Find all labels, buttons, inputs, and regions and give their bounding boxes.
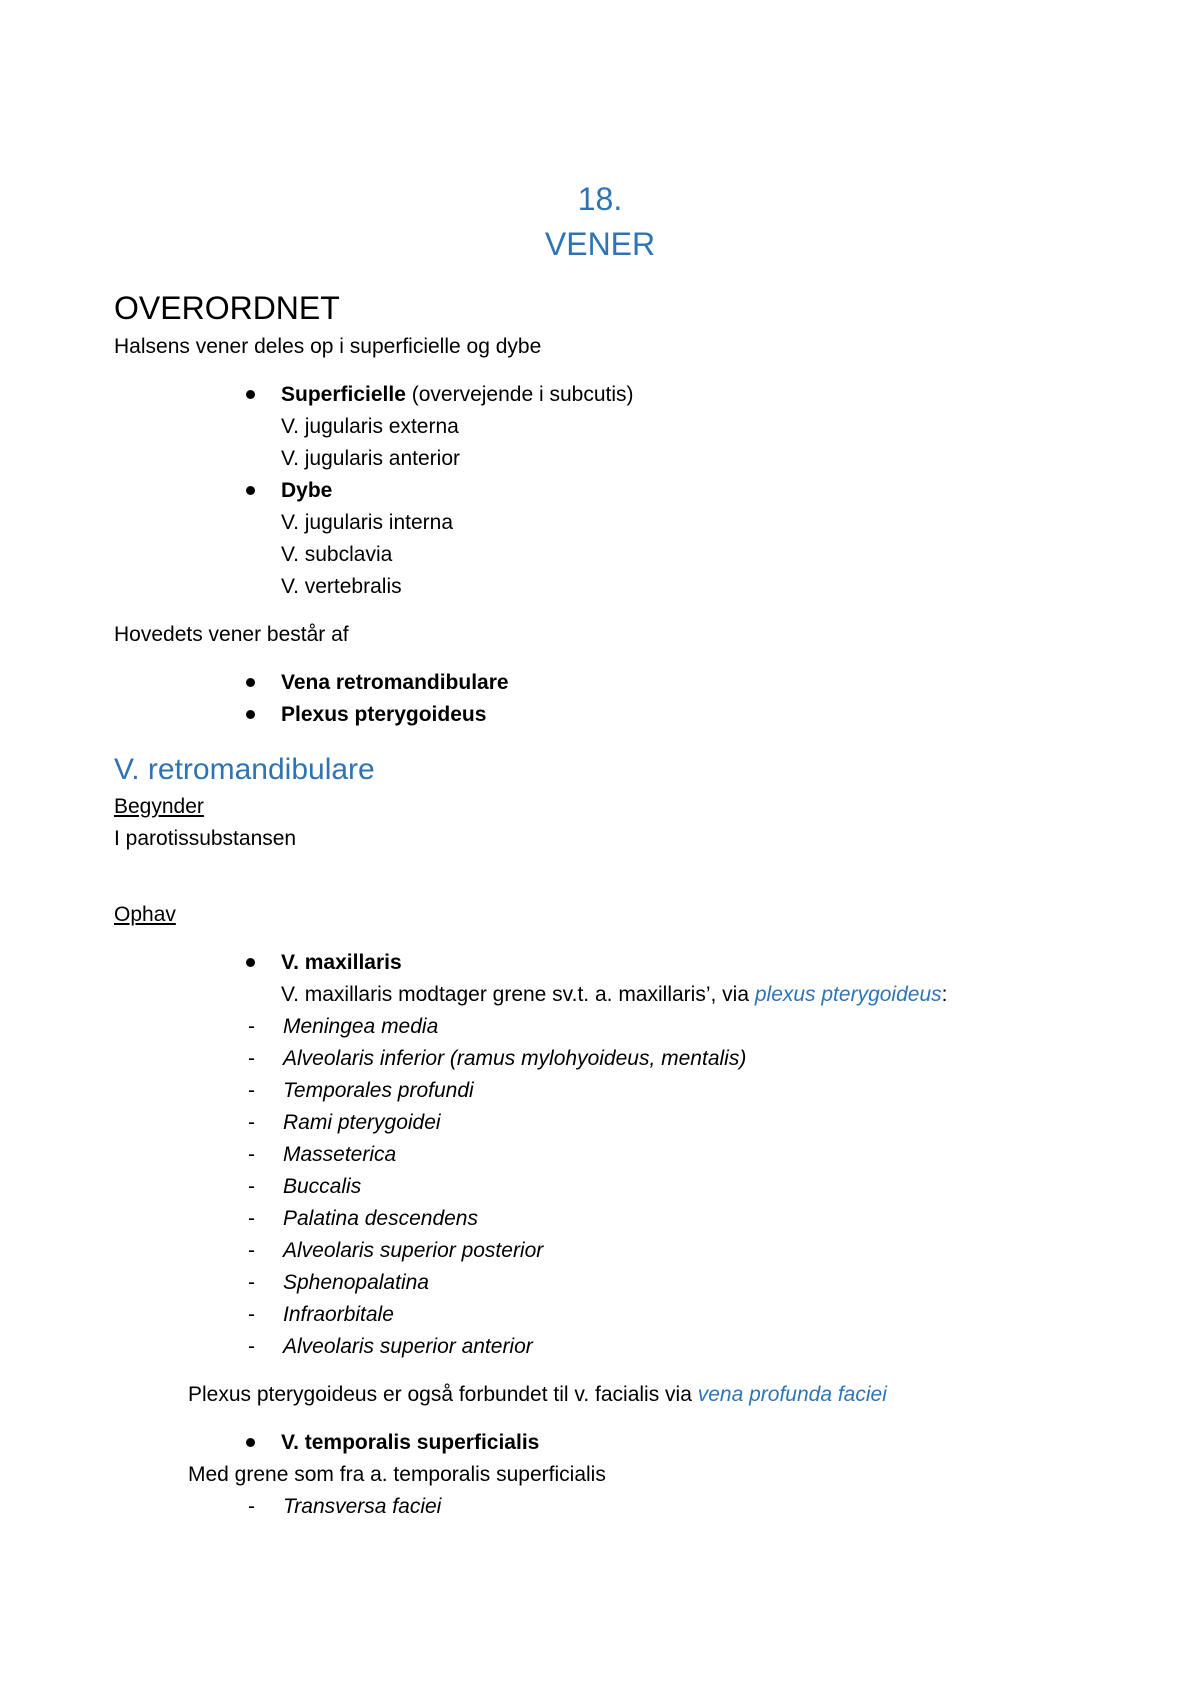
dash-marker: - [248, 1175, 255, 1198]
chapter-number: 18. [577, 181, 623, 217]
list-item: Vena retromandibulare [281, 671, 509, 694]
superficial-line [281, 384, 634, 405]
plexus-note-prefix: Plexus pterygoideus er også forbundet til v. facialis via [188, 1383, 692, 1406]
list-item: Infraorbitale [283, 1303, 394, 1326]
list-item: V. jugularis interna [281, 511, 453, 534]
list-item: Buccalis [283, 1175, 362, 1198]
list-item: V. vertebralis [281, 575, 402, 598]
plexus-note-link: vena profunda faciei [697, 1383, 887, 1406]
list-item: Temporales profundi [283, 1079, 474, 1102]
head-veins-intro: Hovedets vener består af [114, 623, 349, 646]
list-item: Rami pterygoidei [283, 1111, 441, 1134]
list-item: Alveolaris superior posterior [283, 1239, 544, 1262]
dash-marker: - [248, 1079, 255, 1102]
bullet-icon [246, 710, 255, 719]
dash-marker: - [248, 1207, 255, 1230]
list-item: V. jugularis anterior [281, 447, 460, 470]
bullet-icon [246, 1438, 255, 1447]
begins-label: Begynder [114, 795, 204, 818]
list-item: Masseterica [283, 1143, 397, 1166]
bullet-icon [246, 390, 255, 399]
dash-marker: - [248, 1111, 255, 1134]
bullet-icon [246, 958, 255, 967]
chapter-title: VENER [544, 226, 656, 262]
intro-text: Halsens vener deles op i superficielle og dybe [114, 335, 542, 358]
dash-marker: - [248, 1015, 255, 1038]
begins-text: I parotissubstansen [114, 827, 297, 850]
dash-marker: - [248, 1047, 255, 1070]
superficial-note: (overvejende i subcutis) [411, 383, 634, 406]
list-item: Alveolaris superior anterior [283, 1335, 533, 1358]
maxillaris-desc-suffix: : [941, 983, 948, 1006]
list-item: Plexus pterygoideus [281, 703, 487, 726]
dash-marker: - [248, 1239, 255, 1262]
dash-marker: - [248, 1143, 255, 1166]
maxillaris-desc-prefix: V. maxillaris modtager grene sv.t. a. maxillaris’, via [281, 983, 749, 1006]
temporalis-description: Med grene som fra a. temporalis superficialis [188, 1463, 606, 1486]
dash-marker: - [248, 1303, 255, 1326]
plexus-link-text: plexus pterygoideus [754, 983, 942, 1006]
plexus-note [188, 1384, 887, 1405]
dash-marker: - [248, 1271, 255, 1294]
list-item: Meningea media [283, 1015, 439, 1038]
list-item: Sphenopalatina [283, 1271, 429, 1294]
list-item: Palatina descendens [283, 1207, 478, 1230]
origin-label: Ophav [114, 903, 176, 926]
dash-marker: - [248, 1495, 255, 1518]
list-item: Transversa faciei [283, 1495, 442, 1518]
list-item: V. subclavia [281, 543, 393, 566]
dash-marker: - [248, 1335, 255, 1358]
bullet-icon [246, 486, 255, 495]
maxillaris-description [281, 984, 947, 1005]
maxillaris-label: V. maxillaris [281, 951, 402, 974]
superficial-label: Superficielle [281, 383, 406, 406]
deep-label: Dybe [281, 479, 333, 502]
bullet-icon [246, 678, 255, 687]
section-heading-overordnet: OVERORDNET [114, 290, 340, 326]
section-heading-retromandibulare: V. retromandibulare [114, 753, 375, 786]
temporalis-label: V. temporalis superficialis [281, 1431, 540, 1454]
list-item: V. jugularis externa [281, 415, 459, 438]
list-item: Alveolaris inferior (ramus mylohyoideus, mentalis) [283, 1047, 747, 1070]
